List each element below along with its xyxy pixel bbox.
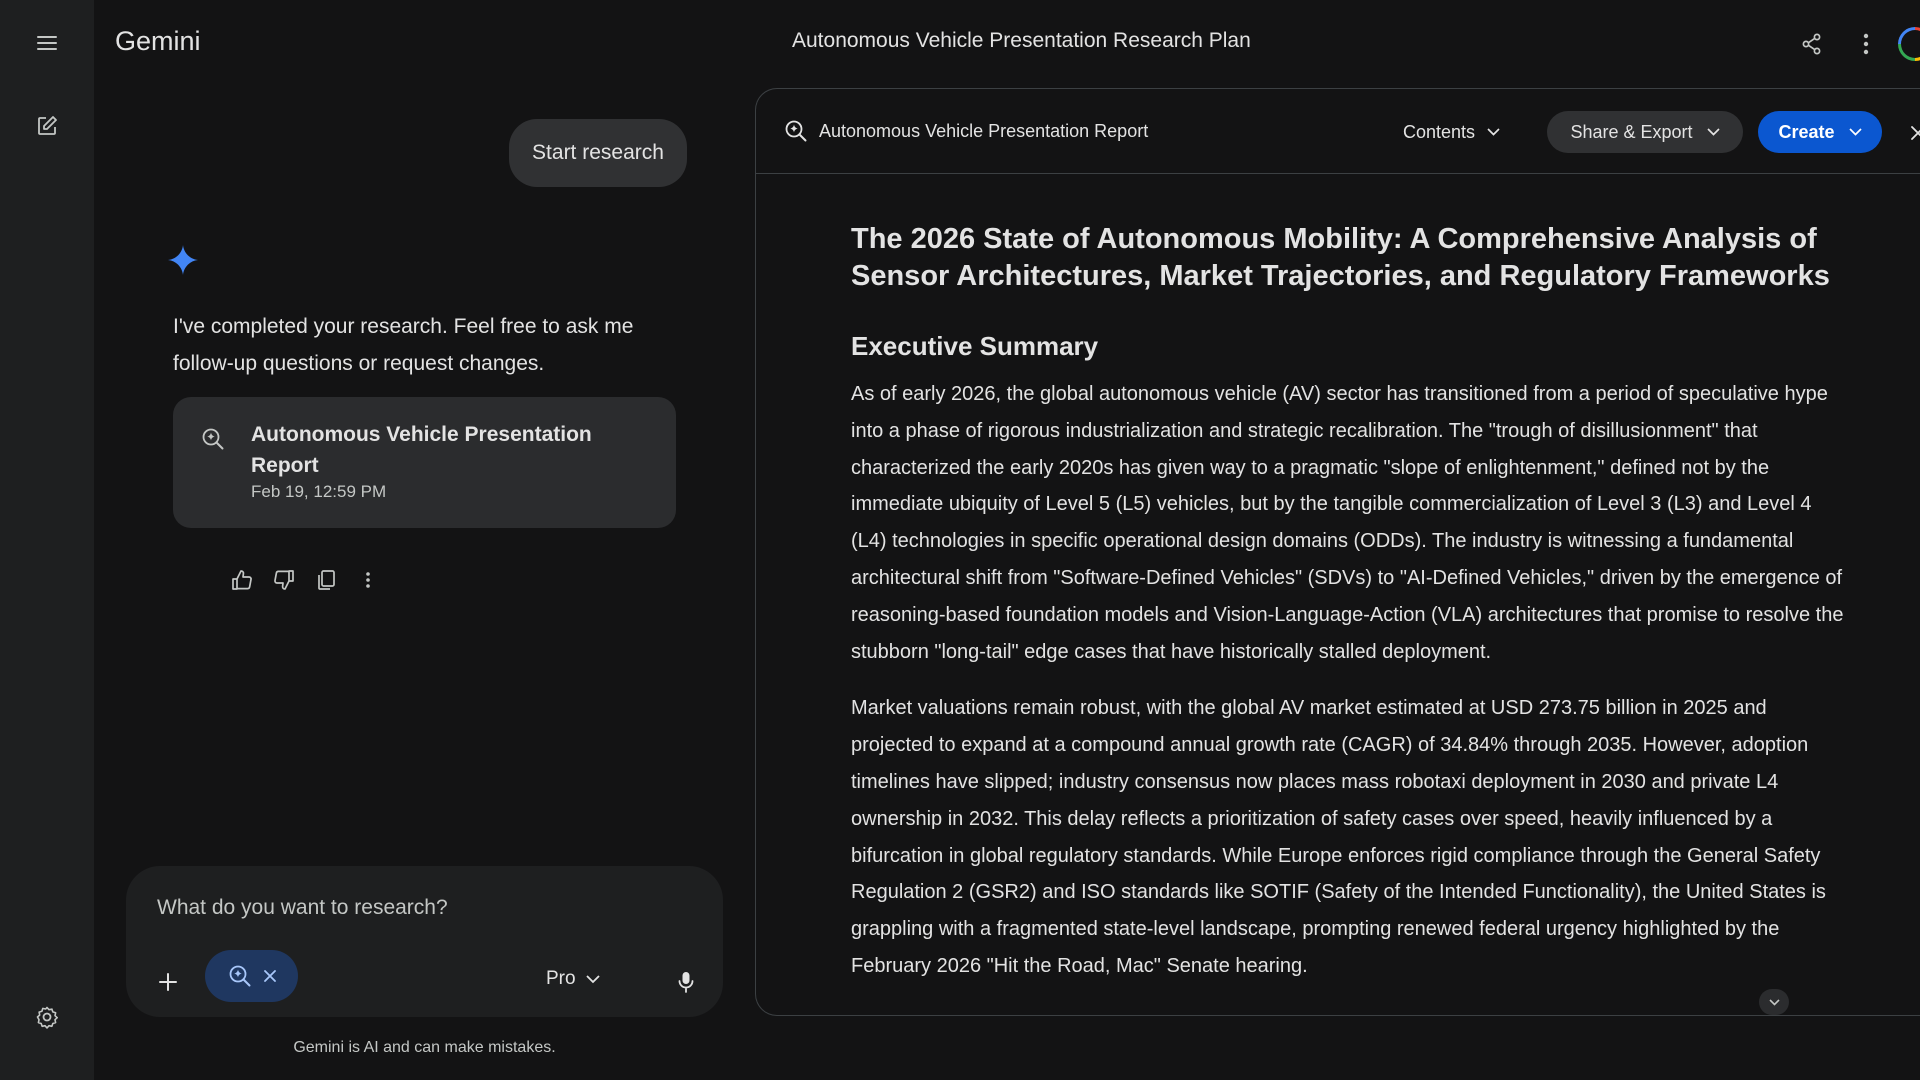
top-actions [1790, 22, 1920, 66]
share-export-label: Share & Export [1570, 121, 1693, 142]
prompt-composer [126, 866, 723, 1017]
chevron-down-icon [1707, 128, 1720, 136]
paragraph: As of early 2026, the global autonomous vehicle (AV) sector has transitioned from a period of speculative hype into a phase of rigorous industrialization and strategic recalibration. The "trough of disillusionment" that characterized the early 2020s has given way to a pragmatic "slope of enlightenment," defined not by the immediate ubiquity of Level 5 (L5) vehicles, but by the tangible commercialization of Level 3 (L3) and Level 4 (L4) technologies in specific operational design domains (ODDs). The industry is witnessing a fundamental architectural shift from "Software-Defined Vehicles" (SDVs) to "AI-Defined Vehicles," driven by the emergence of reasoning-based foundation models and Vision-Language-Action (VLA) architectures that promise to resolve the stubborn "long-tail" edge cases that have historically stalled deployment. [851, 383, 1844, 663]
report-document [851, 221, 1851, 985]
chevron-down-icon [1487, 128, 1500, 136]
model-label: Pro [546, 968, 576, 989]
close-icon[interactable] [1898, 113, 1920, 153]
side-rail [0, 0, 94, 1080]
user-message-bubble: Start research [509, 119, 687, 187]
more-vert-icon[interactable] [1844, 22, 1888, 66]
gear-icon[interactable] [27, 997, 67, 1037]
panel-title: Autonomous Vehicle Presentation Report [819, 121, 1149, 141]
section-title: Executive Summary [851, 331, 1099, 361]
chevron-down-icon [586, 975, 600, 984]
avatar[interactable] [1898, 27, 1920, 61]
report-card-date: Feb 19, 12:59 PM [251, 482, 387, 501]
prompt-input[interactable]: What do you want to research? [157, 896, 448, 919]
model-selector[interactable] [546, 959, 600, 999]
microphone-icon[interactable] [664, 960, 708, 1004]
chat-title: Autonomous Vehicle Presentation Research Plan [792, 29, 1251, 52]
menu-icon[interactable] [27, 23, 67, 63]
thumbs-down-icon[interactable] [264, 560, 304, 600]
thumbs-up-icon[interactable] [222, 560, 262, 600]
more-vert-icon[interactable] [348, 560, 388, 600]
model-reply-text: I've completed your research. Feel free to ask me follow-up questions or request changes. [173, 315, 634, 375]
contents-button[interactable] [1391, 111, 1512, 153]
create-button[interactable] [1758, 111, 1882, 153]
gemini-sparkle-icon [168, 245, 198, 275]
report-card[interactable] [173, 397, 676, 528]
document-heading: The 2026 State of Autonomous Mobility: A Comprehensive Analysis of Sensor Architectures, Market Trajectories, and Regulatory Frameworks [851, 223, 1830, 292]
panel-header [756, 89, 1920, 174]
chevron-down-icon[interactable] [1759, 989, 1789, 1015]
deep-research-chip[interactable] [205, 950, 298, 1002]
app-title[interactable]: Gemini [115, 26, 201, 56]
new-chat-edit-icon[interactable] [27, 106, 67, 146]
report-card-title: Autonomous Vehicle Presentation Report [251, 423, 592, 477]
chevron-down-icon [1849, 128, 1862, 136]
deep-research-icon [228, 964, 252, 988]
report-panel [755, 88, 1920, 1016]
deep-research-icon [784, 119, 808, 143]
share-export-button[interactable] [1547, 111, 1743, 153]
copy-icon[interactable] [306, 560, 346, 600]
contents-label: Contents [1403, 121, 1476, 142]
deep-research-icon [201, 427, 225, 451]
response-actions [222, 560, 388, 600]
add-icon[interactable] [146, 960, 190, 1004]
create-label: Create [1778, 121, 1835, 142]
share-icon[interactable] [1790, 22, 1834, 66]
paragraph: Market valuations remain robust, with the global AV market estimated at USD 273.75 billion in 2025 and projected to expand at a compound annual growth rate (CAGR) of 34.84% through 2035. However, adoption timelines have slipped; industry consensus now places mass robotaxi deployment in 2030 and private L4 ownership in 2032. This delay reflects a prioritization of safety cases over speed, heavily influenced by a bifurcation in global regulatory standards. While Europe enforces rigid compliance through the General Safety Regulation 2 (GSR2) and ISO standards like SOTIF (Safety of the Intended Functionality), the United States is grappling with a fragmented state-level landscape, prompting renewed federal urgency highlighted by the February 2026 "Hit the Road, Mac" Senate hearing. [851, 697, 1826, 977]
close-icon[interactable] [264, 970, 276, 982]
disclaimer: Gemini is AI and can make mistakes. [293, 1039, 556, 1056]
